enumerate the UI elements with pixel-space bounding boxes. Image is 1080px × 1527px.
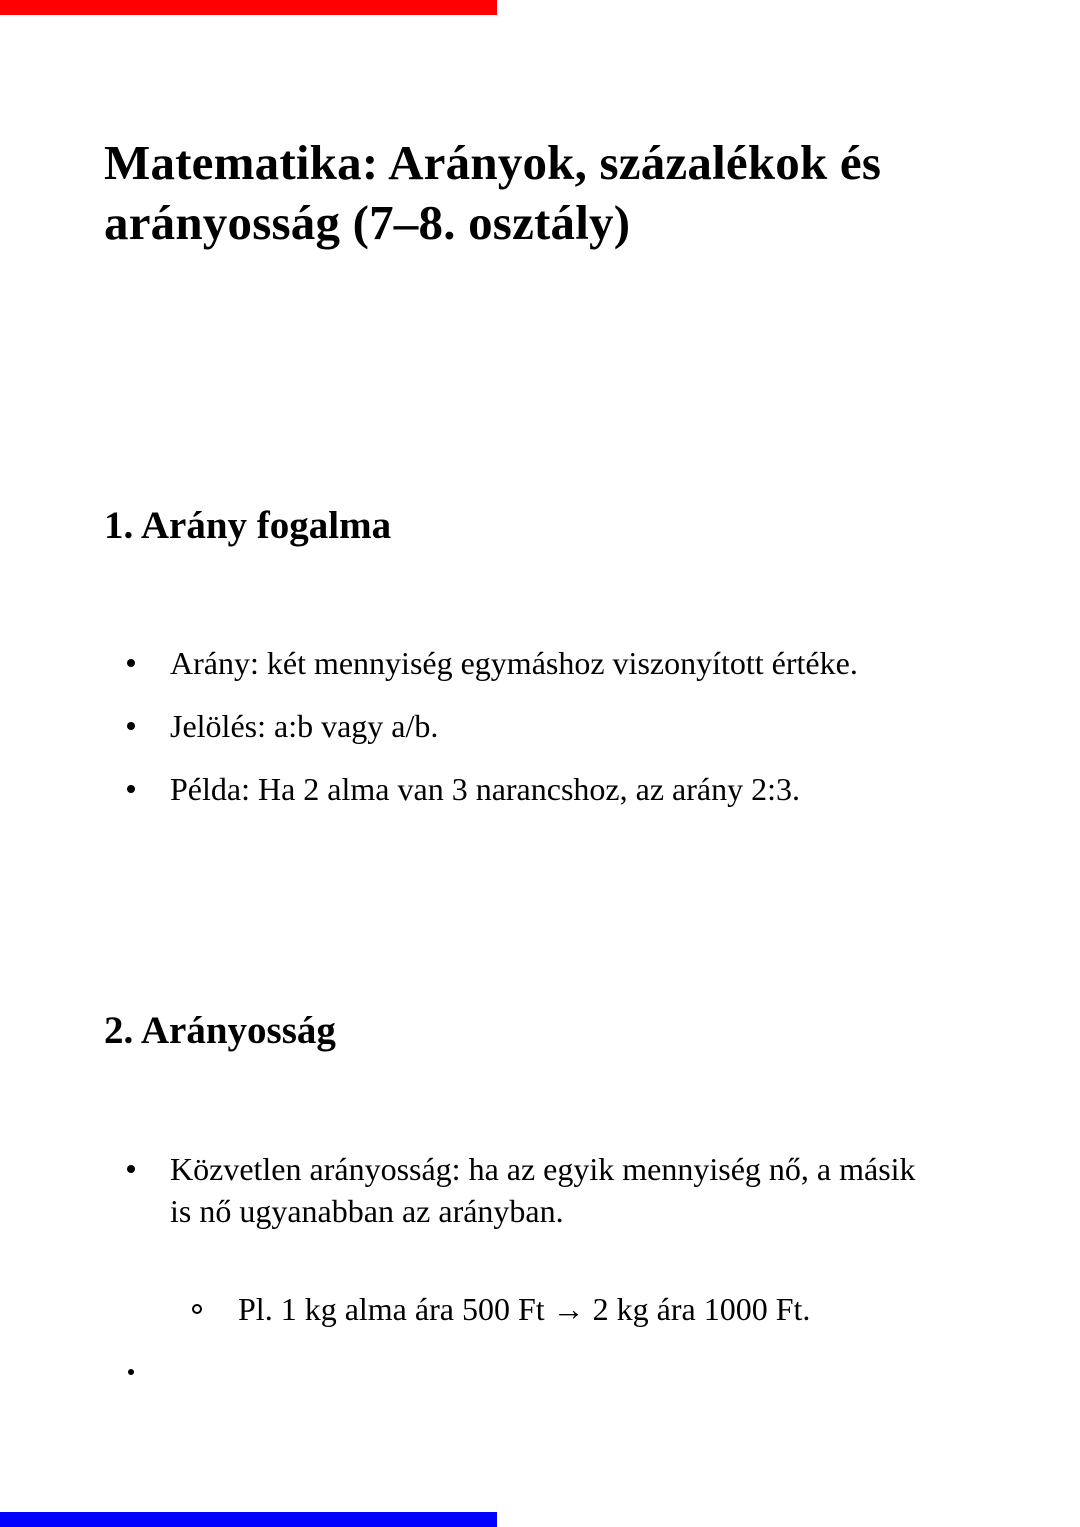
list-item-text: Jelölés: a:b vagy a/b.: [170, 708, 439, 744]
list-item-text-line-1: Közvetlen arányosság: ha az egyik mennyiség nő, a másik: [170, 1151, 916, 1187]
sub-list-item-text: Pl. 1 kg alma ára 500 Ft → 2 kg ára 1000 Ft.: [238, 1291, 811, 1327]
section-heading-1: 1. Arány fogalma: [104, 504, 392, 548]
disc-bullet-icon: [128, 1369, 134, 1375]
list-item: [104, 642, 1024, 684]
list-item-text-line-2: is nő ugyanabban az arányban.: [170, 1193, 564, 1229]
disc-bullet-icon: [127, 785, 135, 793]
page-title: [104, 133, 1004, 253]
page-title-line-1: Matematika: Arányok, százalékok és: [104, 134, 882, 190]
section-heading-2: 2. Arányosság: [104, 1009, 336, 1053]
list-item: [104, 1148, 1024, 1232]
list-item-text: Példa: Ha 2 alma van 3 narancshoz, az arány 2:3.: [170, 771, 800, 807]
list-item: [104, 705, 1024, 747]
bottom-edge-marker: [0, 1512, 497, 1527]
disc-bullet-icon: [127, 722, 135, 730]
empty-list-item: [104, 1351, 1024, 1393]
disc-bullet-icon: [127, 659, 135, 667]
disc-bullet-icon: [127, 1165, 135, 1173]
top-edge-marker: [0, 0, 497, 15]
circle-bullet-icon: [192, 1304, 202, 1314]
bullet-list-2: [104, 1148, 1024, 1414]
page-title-line-2: arányosság (7–8. osztály): [104, 194, 631, 250]
sub-list-item: [104, 1288, 1024, 1330]
list-item-text: Arány: két mennyiség egymáshoz viszonyított értéke.: [170, 645, 858, 681]
list-item: [104, 768, 1024, 810]
bullet-list-1: [104, 642, 1024, 831]
